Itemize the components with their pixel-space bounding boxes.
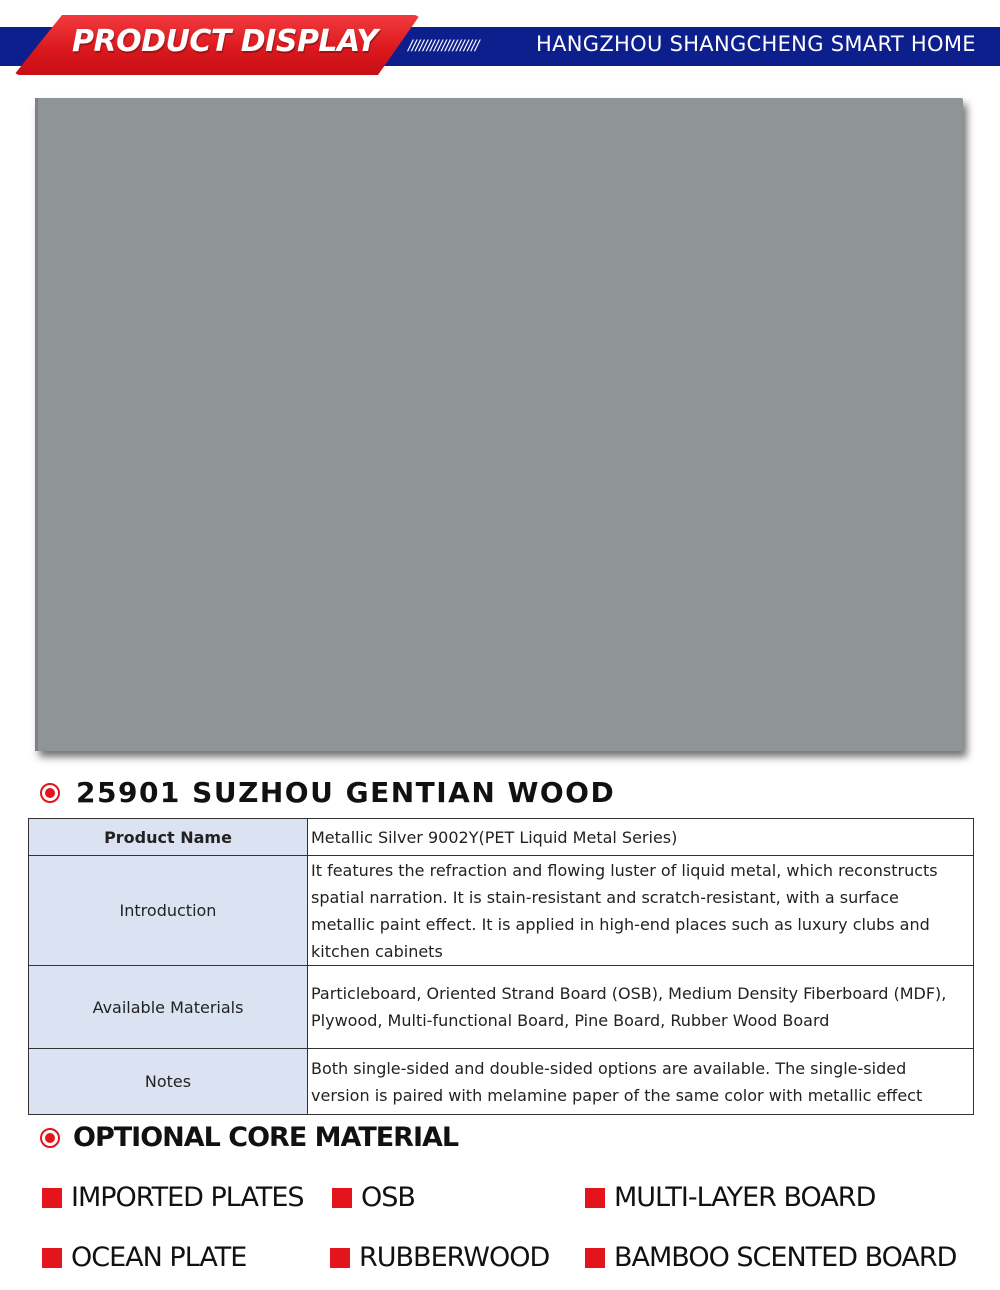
table-row <box>29 856 974 966</box>
core-material-item <box>42 1182 304 1213</box>
spec-label: Introduction <box>29 856 308 966</box>
banner-slashes: /////////////////// <box>408 38 479 54</box>
core-material-label: OSB <box>361 1182 415 1213</box>
spec-value: Metallic Silver 9002Y(PET Liquid Metal Series) <box>308 819 974 856</box>
product-swatch-image <box>35 98 963 751</box>
core-material-item <box>585 1182 875 1213</box>
spec-label: Available Materials <box>29 966 308 1049</box>
core-material-label: OCEAN PLATE <box>71 1242 247 1273</box>
spec-value: Particleboard, Oriented Strand Board (OSB), Medium Density Fiberboard (MDF), Plywood, Multi-functional Board, Pine Board, Rubber Wood Board <box>308 966 974 1049</box>
spec-label: Product Name <box>29 819 308 856</box>
core-material-label: BAMBOO SCENTED BOARD <box>614 1242 957 1273</box>
table-row <box>29 819 974 856</box>
spec-value: It features the refraction and flowing luster of liquid metal, which reconstructs spatial narration. It is stain-resistant and scratch-resistant, with a surface metallic paint effect. It is applied in high-end places such as luxury clubs and kitchen cabinets <box>308 856 974 966</box>
red-square-icon <box>332 1188 352 1208</box>
spec-table <box>28 818 974 1115</box>
core-material-item <box>585 1242 956 1273</box>
company-name: HANGZHOU SHANGCHENG SMART HOME <box>536 32 976 56</box>
core-material-label: MULTI-LAYER BOARD <box>614 1182 876 1213</box>
bullet-circle-icon <box>40 1128 60 1148</box>
core-material-item <box>332 1182 415 1213</box>
red-square-icon <box>585 1248 605 1268</box>
red-square-icon <box>330 1248 350 1268</box>
core-material-label: IMPORTED PLATES <box>71 1182 304 1213</box>
core-material-item <box>330 1242 549 1273</box>
product-title: 25901 SUZHOU GENTIAN WOOD <box>76 776 616 809</box>
red-square-icon <box>42 1248 62 1268</box>
section-title: OPTIONAL CORE MATERIAL <box>73 1122 459 1153</box>
bullet-circle-icon <box>40 783 60 803</box>
header-banner <box>0 0 1000 80</box>
banner-title: PRODUCT DISPLAY <box>72 24 378 59</box>
core-material-item <box>42 1242 246 1273</box>
spec-label: Notes <box>29 1049 308 1115</box>
core-material-label: RUBBERWOOD <box>359 1242 550 1273</box>
red-square-icon <box>42 1188 62 1208</box>
table-row <box>29 1049 974 1115</box>
spec-value: Both single-sided and double-sided options are available. The single-sided version is paired with melamine paper of the same color with metallic effect <box>308 1049 974 1115</box>
table-row <box>29 966 974 1049</box>
red-square-icon <box>585 1188 605 1208</box>
